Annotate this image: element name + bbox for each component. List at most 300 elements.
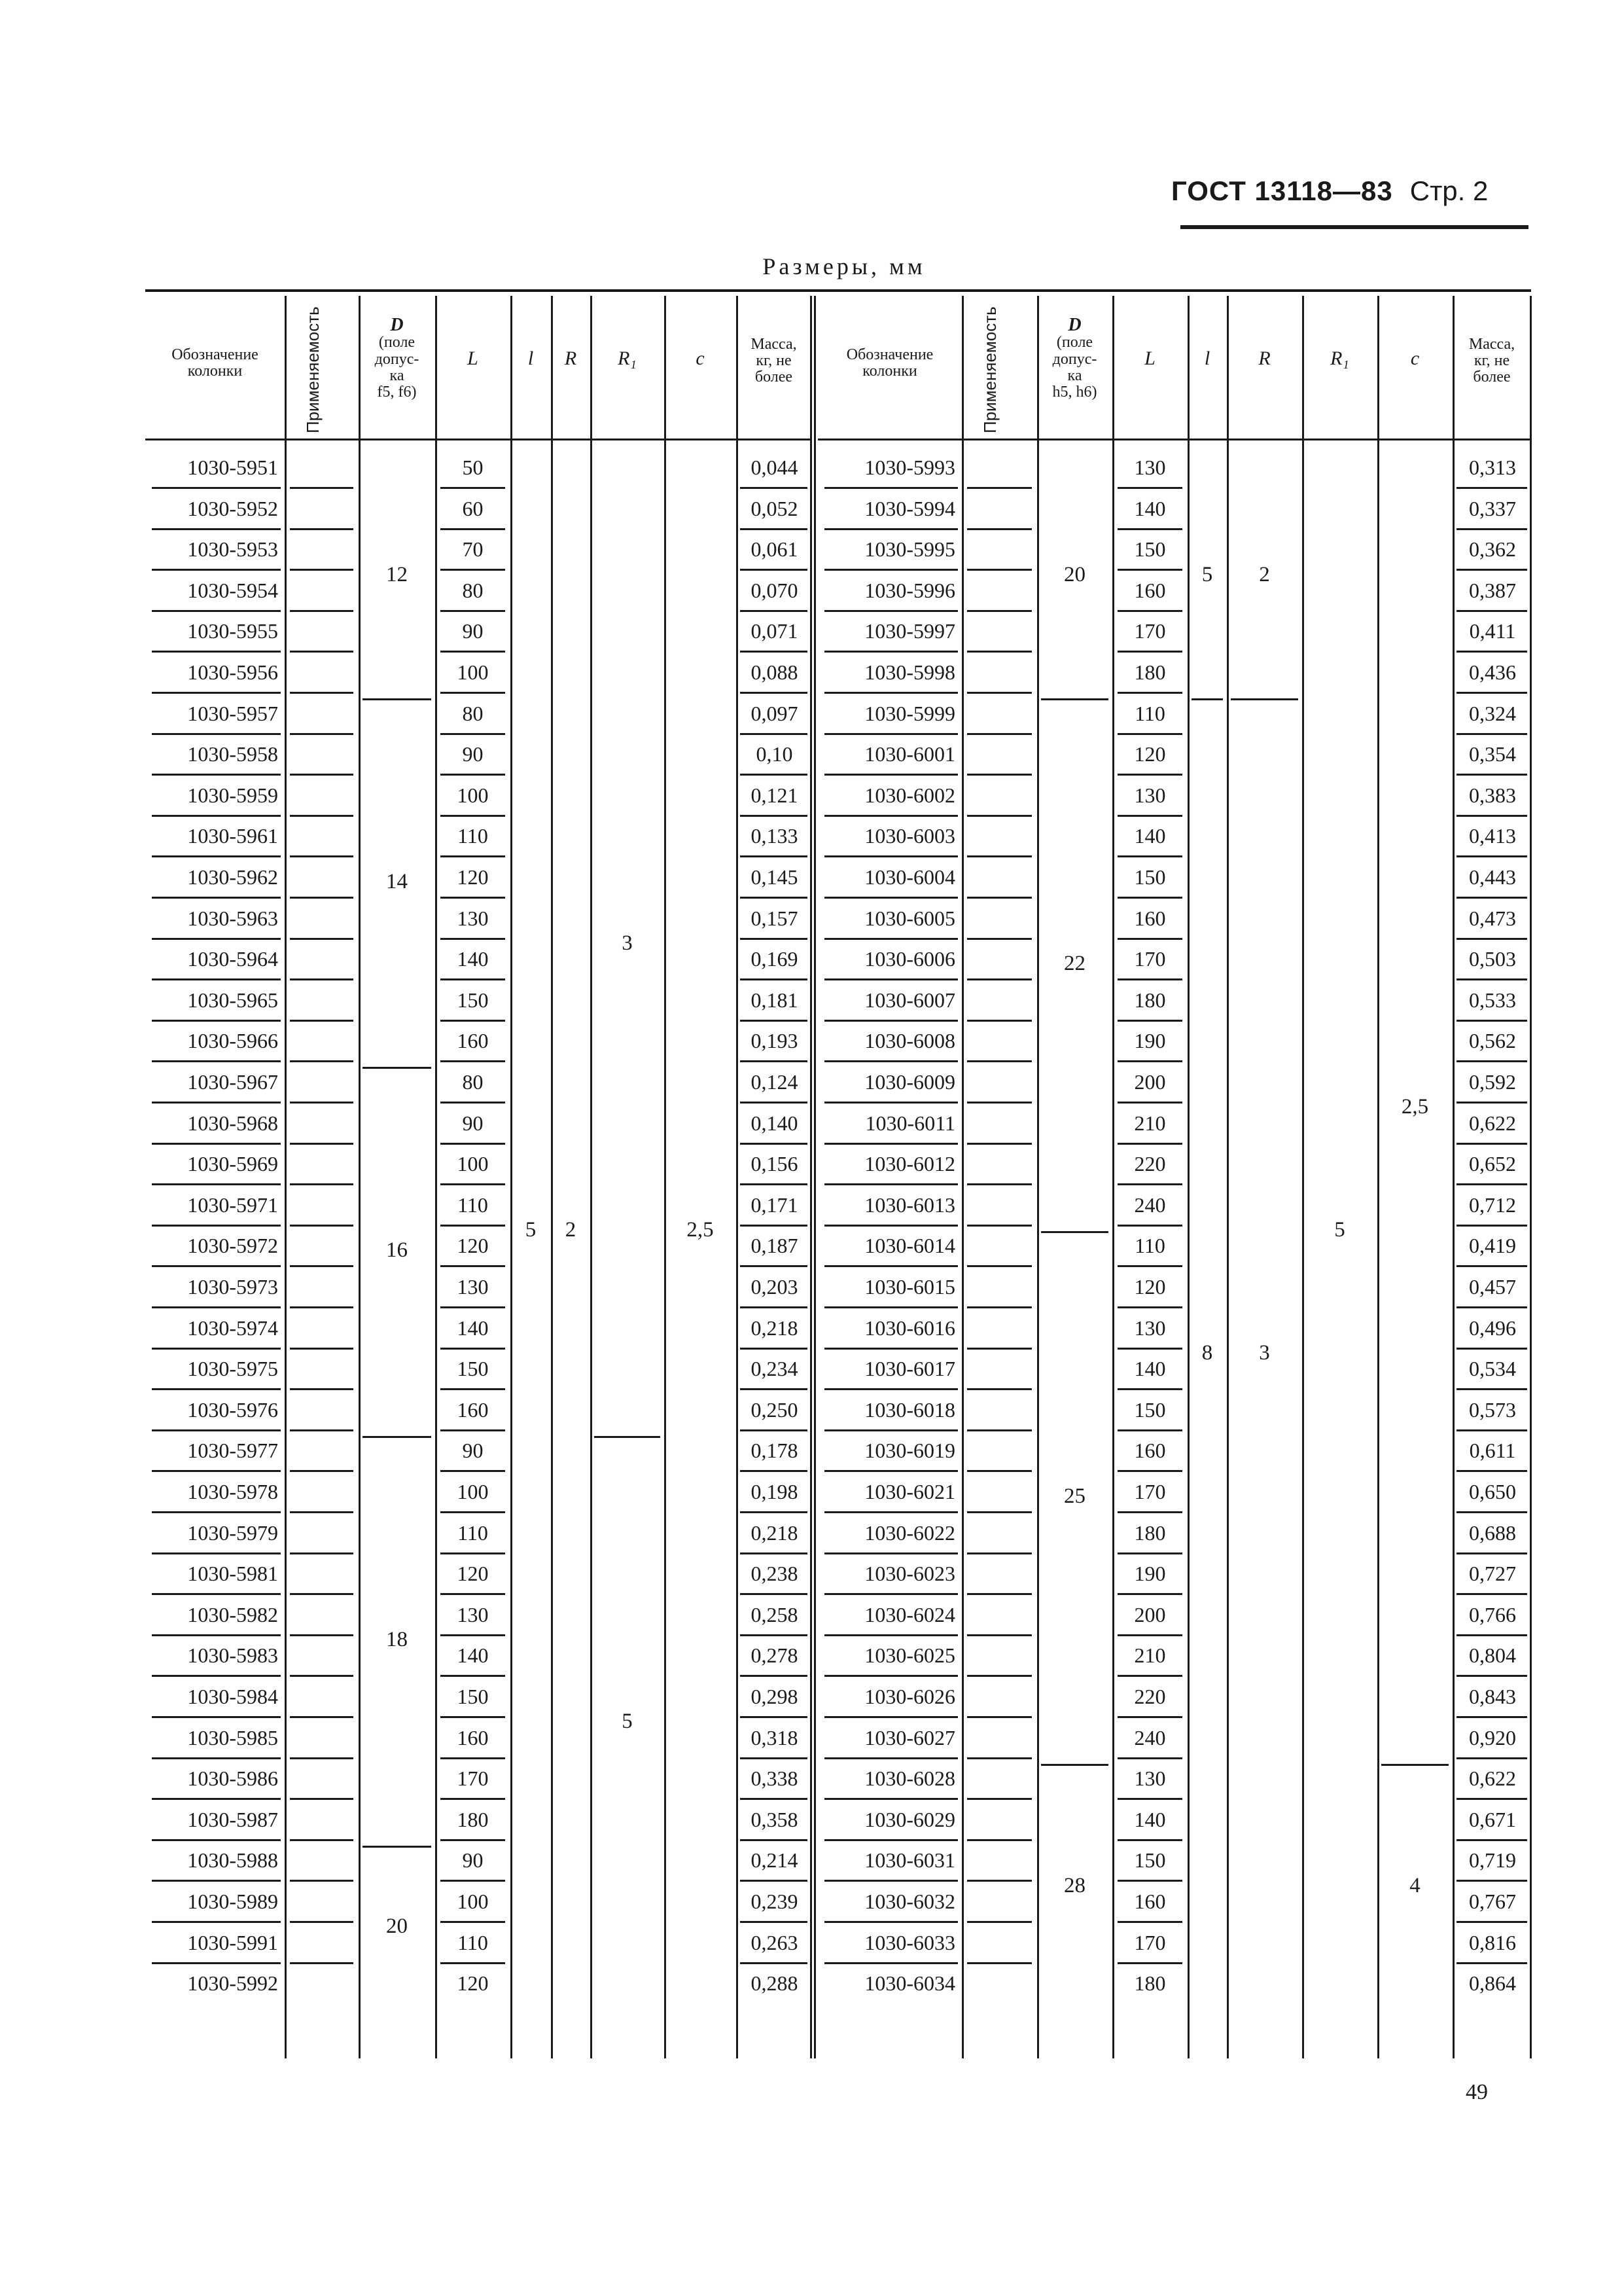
row-rule: [1456, 1470, 1527, 1472]
row-rule: [1118, 487, 1182, 489]
table-row-length: 190: [1134, 1029, 1166, 1053]
table-row-mass: 0,767: [1469, 1890, 1516, 1913]
table-row-code: 1030-5991: [187, 1930, 278, 1954]
row-rule: [824, 1716, 958, 1718]
column-header-designation: Обозначение колонки: [171, 346, 258, 380]
row-rule: [1118, 1225, 1182, 1227]
table-row-code: 1030-6014: [864, 1234, 955, 1258]
table-row-length: 100: [457, 1152, 489, 1176]
table-row-mass: 0,413: [1469, 824, 1516, 848]
row-rule: [1118, 651, 1182, 653]
table-row-mass: 0,611: [1469, 1439, 1516, 1463]
column-header-d-line: h5, h6): [1052, 383, 1097, 401]
row-rule: [740, 1552, 807, 1554]
row-rule: [152, 1552, 281, 1554]
row-rule: [440, 1060, 505, 1062]
table-row-mass: 0,133: [750, 824, 798, 848]
row-rule: [967, 1552, 1032, 1554]
row-rule: [967, 1102, 1032, 1103]
row-rule: [1118, 1716, 1182, 1718]
row-rule: [967, 487, 1032, 489]
row-rule: [740, 774, 807, 776]
table-row-length: 120: [457, 1971, 489, 1996]
table-row-mass: 0,457: [1469, 1275, 1516, 1299]
row-rule: [152, 528, 281, 530]
row-rule: [290, 1225, 353, 1227]
row-rule: [1118, 1511, 1182, 1513]
group-value-r: 2: [565, 1218, 576, 1242]
row-rule: [290, 651, 353, 653]
row-rule: [1456, 651, 1527, 653]
table-row-code: 1030-6024: [864, 1602, 955, 1626]
page-label: Стр. 2: [1409, 175, 1489, 206]
row-rule: [152, 610, 281, 612]
table-row-code: 1030-5992: [187, 1971, 278, 1996]
column-header-mass: [736, 336, 811, 386]
row-rule: [740, 1388, 807, 1390]
row-rule: [824, 1470, 958, 1472]
row-rule: [440, 1593, 505, 1595]
row-rule: [440, 978, 505, 980]
table-row-mass: 0,239: [750, 1890, 798, 1913]
row-rule: [967, 1388, 1032, 1390]
page-number: 49: [1466, 2080, 1488, 2104]
row-rule: [824, 815, 958, 817]
row-rule: [740, 1880, 807, 1882]
group-value-d: 18: [386, 1628, 408, 1652]
row-rule: [740, 1265, 807, 1267]
table-row-code: 1030-5962: [187, 865, 278, 889]
column-header-r1: R₁: [1330, 348, 1349, 369]
row-rule: [967, 1183, 1032, 1185]
table-row-mass: 0,622: [1469, 1767, 1516, 1791]
table-row-code: 1030-5951: [187, 456, 278, 479]
row-rule: [152, 1183, 281, 1185]
row-rule: [967, 1634, 1032, 1636]
table-row-length: 180: [1134, 1971, 1166, 1996]
column-divider: [1188, 296, 1190, 2058]
row-rule: [740, 1470, 807, 1472]
row-rule: [1118, 1388, 1182, 1390]
table-row-code: 1030-6006: [864, 947, 955, 971]
row-rule: [1456, 1511, 1527, 1513]
table-row-mass: 0,145: [750, 865, 798, 889]
table-row-mass: 0,652: [1469, 1152, 1516, 1176]
table-row-code: 1030-5999: [864, 701, 955, 725]
table-row-length: 150: [1134, 865, 1166, 889]
row-rule: [440, 1470, 505, 1472]
table-row-length: 100: [457, 783, 489, 807]
row-rule: [967, 1962, 1032, 1964]
column-divider: [510, 296, 512, 2058]
row-rule: [1456, 1675, 1527, 1677]
row-rule: [1456, 692, 1527, 694]
row-rule: [1118, 978, 1182, 980]
row-rule: [1118, 1962, 1182, 1964]
row-rule: [152, 774, 281, 776]
table-row-code: 1030-5967: [187, 1070, 278, 1094]
row-rule: [152, 692, 281, 694]
table-row-mass: 0,171: [750, 1193, 798, 1217]
table-row-code: 1030-5979: [187, 1520, 278, 1545]
row-rule: [1456, 978, 1527, 980]
row-rule: [1118, 1880, 1182, 1882]
row-rule: [967, 1470, 1032, 1472]
row-rule: [440, 1225, 505, 1227]
row-rule: [152, 1143, 281, 1145]
row-rule: [152, 815, 281, 817]
row-rule: [740, 1102, 807, 1103]
table-row-length: 240: [1134, 1725, 1166, 1749]
row-rule: [740, 1143, 807, 1145]
table-row-code: 1030-5963: [187, 906, 278, 930]
row-rule: [1118, 733, 1182, 735]
header-bottom-rule: [818, 439, 1531, 440]
row-rule: [967, 1839, 1032, 1841]
table-row-code: 1030-6028: [864, 1767, 955, 1791]
row-rule: [1456, 1060, 1527, 1062]
row-rule: [740, 651, 807, 653]
table-row-length: 130: [457, 1602, 489, 1626]
row-rule: [824, 487, 958, 489]
table-row-mass: 0,337: [1469, 496, 1516, 520]
table-row-mass: 0,324: [1469, 701, 1516, 725]
row-rule: [152, 1306, 281, 1308]
table-row-code: 1030-5986: [187, 1767, 278, 1791]
row-rule: [1456, 1020, 1527, 1022]
row-rule: [290, 1020, 353, 1022]
table-row-length: 110: [1135, 1234, 1165, 1258]
table-row-mass: 0,203: [750, 1275, 798, 1299]
column-header-mass-line: Масса,: [750, 336, 797, 353]
row-rule: [1456, 897, 1527, 899]
row-rule: [290, 1921, 353, 1923]
row-rule: [967, 528, 1032, 530]
row-rule: [152, 487, 281, 489]
table-row-length: 110: [457, 1930, 488, 1954]
row-rule: [740, 528, 807, 530]
row-rule: [824, 1429, 958, 1431]
row-rule: [290, 1839, 353, 1841]
row-rule: [152, 855, 281, 857]
row-rule: [824, 1348, 958, 1350]
table-row-mass: 0,436: [1469, 660, 1516, 684]
table-row-code: 1030-5983: [187, 1643, 278, 1668]
table-row-mass: 0,533: [1469, 988, 1516, 1012]
column-header-l-small: l: [1204, 348, 1210, 369]
table-row-code: 1030-5965: [187, 988, 278, 1012]
table-row-code: 1030-6015: [864, 1275, 955, 1299]
column-header-mass-line: более: [1473, 368, 1511, 386]
table-row-length: 200: [1134, 1602, 1166, 1626]
table-row-length: 150: [457, 1685, 489, 1708]
row-rule: [152, 1716, 281, 1718]
row-rule: [824, 692, 958, 694]
column-header-d-line: (поле: [378, 334, 415, 351]
table-row-mass: 0,218: [750, 1316, 798, 1340]
row-rule: [740, 938, 807, 940]
table-row-code: 1030-5959: [187, 783, 278, 807]
table-row-mass: 0,688: [1469, 1520, 1516, 1545]
row-rule: [824, 1225, 958, 1227]
table-row-length: 120: [457, 1234, 489, 1258]
column-divider: [1453, 296, 1455, 2058]
row-rule: [152, 1348, 281, 1350]
row-rule: [290, 487, 353, 489]
row-rule: [967, 855, 1032, 857]
table-row-mass: 0,181: [750, 988, 798, 1012]
row-rule: [1118, 1060, 1182, 1062]
column-divider: [810, 296, 812, 2058]
row-rule: [1456, 528, 1527, 530]
row-rule: [1118, 528, 1182, 530]
row-rule: [1118, 1102, 1182, 1103]
row-rule: [152, 1798, 281, 1800]
row-rule: [290, 1675, 353, 1677]
row-rule: [967, 1060, 1032, 1062]
table-row-length: 130: [457, 1275, 489, 1299]
table-row-code: 1030-6012: [864, 1152, 955, 1176]
table-row-mass: 0,387: [1469, 578, 1516, 602]
column-header-d-line: ка: [1067, 367, 1082, 384]
row-rule: [152, 651, 281, 653]
row-rule: [740, 1020, 807, 1022]
table-row-code: 1030-6013: [864, 1193, 955, 1217]
row-rule: [824, 855, 958, 857]
group-boundary-rule: [362, 1436, 431, 1438]
row-rule: [1118, 569, 1182, 571]
group-boundary-rule: [1381, 1764, 1449, 1766]
row-rule: [824, 1388, 958, 1390]
table-row-length: 160: [1134, 1439, 1166, 1463]
table-row-length: 90: [462, 1111, 484, 1135]
table-row-length: 100: [457, 1480, 489, 1503]
table-row-mass: 0,124: [750, 1070, 798, 1094]
table-row-length: 170: [1134, 619, 1166, 643]
table-row-mass: 0,843: [1469, 1685, 1516, 1708]
table-row-mass: 0,816: [1469, 1930, 1516, 1954]
table-row-length: 120: [1134, 1275, 1166, 1299]
row-rule: [152, 733, 281, 735]
table-row-mass: 0,920: [1469, 1725, 1516, 1749]
row-rule: [824, 651, 958, 653]
table-row-length: 160: [457, 1029, 489, 1053]
row-rule: [824, 1880, 958, 1882]
row-rule: [1456, 1839, 1527, 1841]
document-header: [1171, 175, 1531, 228]
table-row-length: 130: [1134, 783, 1166, 807]
table-row-code: 1030-6002: [864, 783, 955, 807]
table-row-code: 1030-5957: [187, 701, 278, 725]
row-rule: [1118, 938, 1182, 940]
column-header-mass-line: Масса,: [1468, 336, 1515, 353]
row-rule: [1118, 1348, 1182, 1350]
row-rule: [967, 569, 1032, 571]
table-caption: Размеры, мм: [762, 253, 926, 279]
table-row-code: 1030-6034: [864, 1971, 955, 1996]
row-rule: [440, 1757, 505, 1759]
table-row-length: 190: [1134, 1562, 1166, 1586]
row-rule: [152, 1634, 281, 1636]
row-rule: [440, 1921, 505, 1923]
row-rule: [290, 1511, 353, 1513]
table-row-code: 1030-5955: [187, 619, 278, 643]
table-row-mass: 0,218: [750, 1520, 798, 1545]
table-row-length: 80: [462, 578, 484, 602]
table-row-code: 1030-6018: [864, 1397, 955, 1422]
row-rule: [740, 1675, 807, 1677]
table-row-mass: 0,411: [1469, 619, 1516, 643]
row-rule: [290, 938, 353, 940]
row-rule: [440, 1511, 505, 1513]
column-header-l-length: L: [1144, 348, 1156, 369]
table-row-length: 90: [462, 1848, 484, 1873]
table-row-code: 1030-5994: [864, 496, 955, 520]
table-row-length: 110: [457, 1193, 488, 1217]
table-row-mass: 0,362: [1469, 537, 1516, 562]
table-row-length: 170: [1134, 947, 1166, 971]
table-row-code: 1030-5954: [187, 578, 278, 602]
table-row-length: 200: [1134, 1070, 1166, 1094]
table-row-code: 1030-5997: [864, 619, 955, 643]
column-header-d-line: D: [1068, 315, 1082, 335]
row-rule: [290, 1716, 353, 1718]
table-row-code: 1030-6007: [864, 988, 955, 1012]
row-rule: [440, 1880, 505, 1882]
row-rule: [824, 1593, 958, 1595]
table-row-length: 180: [1134, 1520, 1166, 1545]
column-header-mass-line: кг, не: [1474, 352, 1510, 370]
group-value-r: 3: [1259, 1340, 1270, 1365]
row-rule: [290, 774, 353, 776]
table-row-code: 1030-6025: [864, 1643, 955, 1668]
row-rule: [1118, 1306, 1182, 1308]
document-id: ГОСТ 13118—83: [1171, 175, 1393, 206]
row-rule: [1456, 1265, 1527, 1267]
row-rule: [152, 1429, 281, 1431]
row-rule: [1456, 1634, 1527, 1636]
row-rule: [1118, 1552, 1182, 1554]
row-rule: [152, 978, 281, 980]
row-rule: [740, 1757, 807, 1759]
row-rule: [1118, 1675, 1182, 1677]
row-rule: [740, 1060, 807, 1062]
table-row-length: 160: [1134, 1890, 1166, 1913]
row-rule: [967, 1429, 1032, 1431]
row-rule: [1118, 1839, 1182, 1841]
row-rule: [290, 528, 353, 530]
row-rule: [152, 569, 281, 571]
table-row-length: 150: [1134, 1848, 1166, 1873]
row-rule: [1456, 1593, 1527, 1595]
row-rule: [440, 774, 505, 776]
table-row-mass: 0,592: [1469, 1070, 1516, 1094]
table-row-mass: 0,766: [1469, 1602, 1516, 1626]
table-row-code: 1030-5985: [187, 1725, 278, 1749]
table-row-mass: 0,121: [750, 783, 798, 807]
row-rule: [824, 733, 958, 735]
table-row-mass: 0,178: [750, 1439, 798, 1463]
row-rule: [440, 1634, 505, 1636]
row-rule: [1118, 1921, 1182, 1923]
row-rule: [967, 978, 1032, 980]
group-value-d: 22: [1064, 952, 1086, 976]
table-row-mass: 0,052: [750, 496, 798, 520]
row-rule: [740, 692, 807, 694]
table-row-mass: 0,071: [750, 619, 798, 643]
row-rule: [1118, 1143, 1182, 1145]
row-rule: [440, 1962, 505, 1964]
table-row-mass: 0,187: [750, 1234, 798, 1258]
table-row-length: 170: [1134, 1480, 1166, 1503]
table-row-code: 1030-5961: [187, 824, 278, 848]
table-row-length: 140: [1134, 824, 1166, 848]
row-rule: [440, 1716, 505, 1718]
group-boundary-rule: [1041, 1231, 1108, 1233]
row-rule: [824, 938, 958, 940]
table-row-mass: 0,496: [1469, 1316, 1516, 1340]
row-rule: [152, 1839, 281, 1841]
row-rule: [740, 1511, 807, 1513]
column-divider: [551, 296, 553, 2058]
group-value-c: 2,5: [686, 1218, 714, 1242]
table-row-mass: 0,156: [750, 1152, 798, 1176]
group-value-r1: 5: [1334, 1218, 1345, 1242]
table-row-code: 1030-6021: [864, 1480, 955, 1503]
row-rule: [440, 692, 505, 694]
row-rule: [1456, 938, 1527, 940]
row-rule: [967, 1020, 1032, 1022]
table-row-length: 170: [1134, 1930, 1166, 1954]
row-rule: [824, 528, 958, 530]
table-row-mass: 0,419: [1469, 1234, 1516, 1258]
row-rule: [967, 1143, 1032, 1145]
group-value-l: 8: [1201, 1340, 1213, 1365]
row-rule: [824, 774, 958, 776]
table-row-code: 1030-5958: [187, 742, 278, 766]
column-divider: [359, 296, 361, 2058]
column-divider: [1037, 296, 1039, 2058]
table-row-length: 140: [1134, 1357, 1166, 1381]
table-row-mass: 0,097: [750, 701, 798, 725]
row-rule: [824, 1757, 958, 1759]
column-header-l-small: l: [527, 348, 534, 369]
row-rule: [967, 1511, 1032, 1513]
row-rule: [740, 1593, 807, 1595]
group-value-r1: 5: [622, 1710, 633, 1734]
row-rule: [290, 1348, 353, 1350]
table-row-mass: 0,443: [1469, 865, 1516, 889]
table-row-length: 140: [457, 1643, 489, 1668]
group-boundary-rule: [1192, 698, 1223, 700]
row-rule: [740, 1429, 807, 1431]
row-rule: [1118, 1265, 1182, 1267]
table-row-code: 1030-6027: [864, 1725, 955, 1749]
row-rule: [740, 1798, 807, 1800]
row-rule: [1456, 1225, 1527, 1227]
row-rule: [1118, 1593, 1182, 1595]
row-rule: [290, 897, 353, 899]
row-rule: [290, 1102, 353, 1103]
column-divider: [962, 296, 964, 2058]
row-rule: [152, 1225, 281, 1227]
table-row-length: 110: [457, 1520, 488, 1545]
column-header-d: [1037, 315, 1112, 401]
row-rule: [290, 815, 353, 817]
row-rule: [1456, 1183, 1527, 1185]
row-rule: [967, 1757, 1032, 1759]
column-header-d-line: ка: [389, 367, 404, 384]
